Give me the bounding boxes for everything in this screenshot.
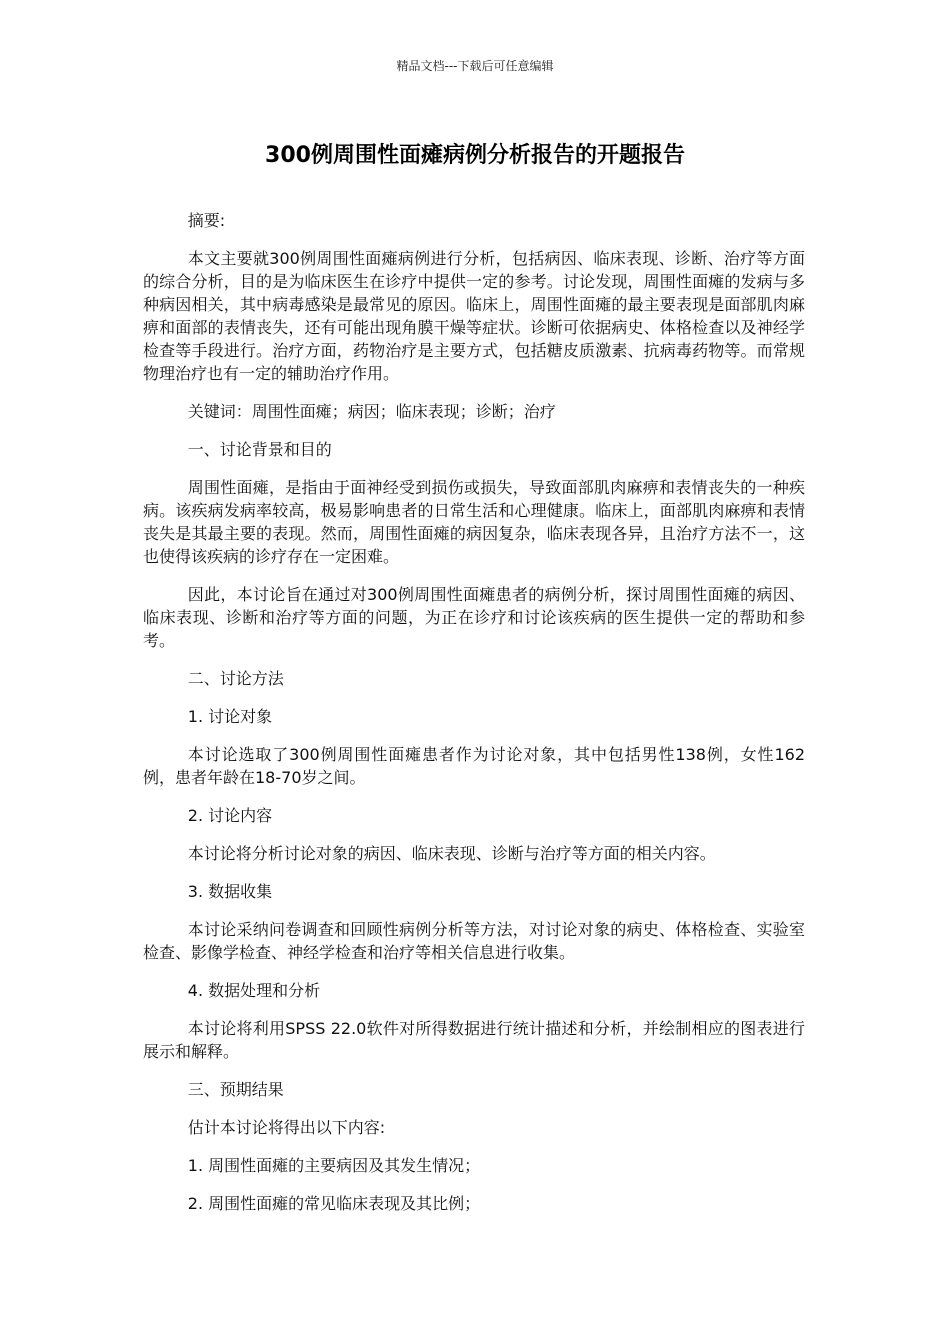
abstract-paragraph: 本文主要就300例周围性面瘫病例进行分析，包括病因、临床表现、诊断、治疗等方面的综合分析，目的是为临床医生在诊疗中提供一定的参考。讨论发现，周围性面瘫的发病与多种病因相关，其中病毒感染是最常见的原因。临床上，周围性面瘫的最主要表现是面部肌肉麻痹和面部的表情丧失，还有可能出现角膜干燥等症状。诊断可依据病史、体格检查以及神经学检查等手段进行。治疗方面，药物治疗是主要方式，包括糖皮质激素、抗病毒药物等。而常规物理治疗也有一定的辅助治疗作用。 (143, 249, 805, 383)
body-paragraph: 估计本讨论将得出以下内容: (187, 1118, 386, 1137)
subsection-heading: 1. 讨论对象 (187, 707, 273, 726)
subsection-heading: 2. 讨论内容 (187, 806, 273, 825)
body-paragraph: 本讨论将利用SPSS 22.0软件对所得数据进行统计描述和分析，并绘制相应的图表进行展示和解释。 (143, 1019, 805, 1061)
abstract-heading: 摘要: (187, 211, 226, 230)
document-title: 300例周围性面瘫病例分析报告的开题报告 (265, 143, 685, 168)
list-item: 1. 周围性面瘫的主要病因及其发生情况； (187, 1156, 481, 1175)
keywords-line: 关键词：周围性面瘫；病因；临床表现；诊断；治疗 (187, 402, 556, 421)
body-paragraph: 本讨论选取了300例周围性面瘫患者作为讨论对象，其中包括男性138例，女性162例，患者年龄在18-70岁之间。 (143, 745, 805, 787)
subsection-heading: 3. 数据收集 (187, 882, 273, 901)
section-heading-1: 一、讨论背景和目的 (187, 440, 332, 459)
page-header: 精品文档---下载后可任意编辑 (396, 59, 554, 73)
section-heading-2: 二、讨论方法 (187, 669, 284, 688)
body-paragraph: 因此，本讨论旨在通过对300例周围性面瘫患者的病例分析，探讨周围性面瘫的病因、临床表现、诊断和治疗等方面的问题，为正在诊疗和讨论该疾病的医生提供一定的帮助和参考。 (143, 585, 805, 650)
body-paragraph: 周围性面瘫，是指由于面神经受到损伤或损失，导致面部肌肉麻痹和表情丧失的一种疾病。该疾病发病率较高，极易影响患者的日常生活和心理健康。临床上，面部肌肉麻痹和表情丧失是其最主要的表现。然而，周围性面瘫的病因复杂，临床表现各异，且治疗方法不一，这也使得该疾病的诊疗存在一定困难。 (143, 478, 805, 566)
subsection-heading: 4. 数据处理和分析 (187, 981, 321, 1000)
section-heading-3: 三、预期结果 (187, 1080, 284, 1099)
body-paragraph: 本讨论将分析讨论对象的病因、临床表现、诊断与治疗等方面的相关内容。 (187, 844, 716, 863)
list-item: 2. 周围性面瘫的常见临床表现及其比例； (187, 1194, 481, 1213)
document-body (143, 209, 805, 1230)
body-paragraph: 本讨论采纳问卷调查和回顾性病例分析等方法，对讨论对象的病史、体格检查、实验室检查、影像学检查、神经学检查和治疗等相关信息进行收集。 (143, 920, 805, 962)
